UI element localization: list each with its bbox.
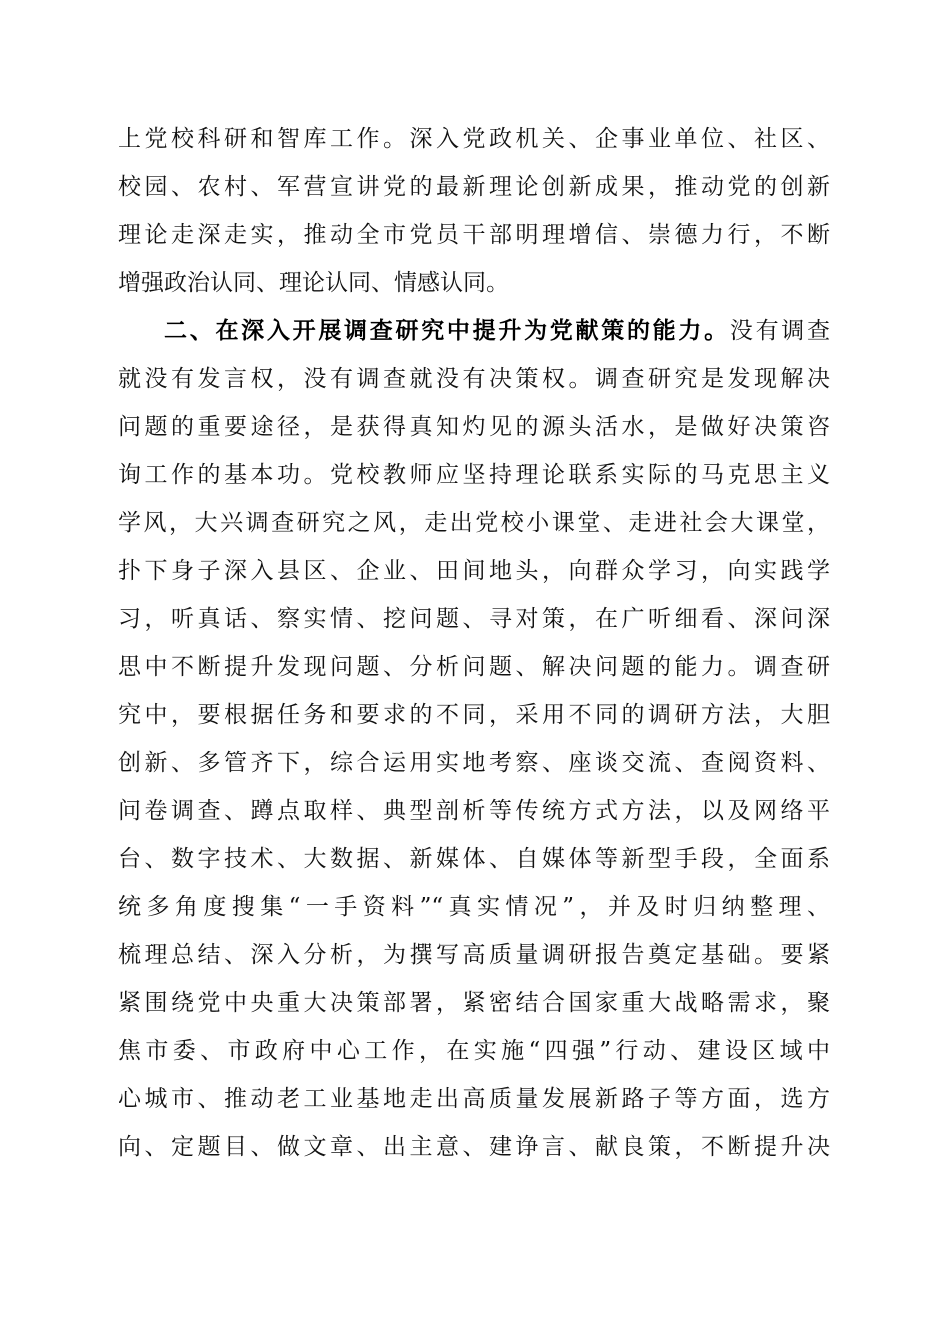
text-line: 创新、多管齐下，综合运用实地考察、座谈交流、查阅资料、 [118,750,830,776]
text-line: 思中不断提升发现问题、分析问题、解决问题的能力。调查研 [118,654,830,680]
section-two-lead-text: 没有调查 [729,318,830,344]
text-line: 扑下身子深入县区、企业、田间地头，向群众学习，向实践学 [118,558,830,584]
text-line: 理论走深走实，推动全市党员干部明理增信、崇德力行，不断 [118,222,830,248]
text-line: 学风，大兴调查研究之风，走出党校小课堂、走进社会大课堂， [118,510,830,536]
body-text [118,115,830,1171]
text-line: 问卷调查、蹲点取样、典型剖析等传统方式方法，以及网络平 [118,798,830,824]
text-line: 增强政治认同、理论认同、情感认同。 [118,270,509,296]
text-line: 询工作的基本功。党校教师应坚持理论联系实际的马克思主义 [118,462,830,488]
text-line: 习，听真话、察实情、挖问题、寻对策，在广听细看、深问深 [118,606,830,632]
section-two-first-line [118,307,830,355]
text-line: 梳理总结、深入分析，为撰写高质量调研报告奠定基础。要紧 [118,942,830,968]
text-line: 上党校科研和智库工作。深入党政机关、企事业单位、社区、 [118,126,830,152]
section-two-heading: 二、在深入开展调查研究中提升为党献策的能力。 [164,318,730,344]
text-line: 紧围绕党中央重大决策部署，紧密结合国家重大战略需求，聚 [118,990,830,1016]
text-line: 就没有发言权，没有调查就没有决策权。调查研究是发现解决 [118,366,830,392]
text-line: 向、定题目、做文章、出主意、建诤言、献良策，不断提升决 [118,1134,830,1160]
text-line: 究中，要根据任务和要求的不同，采用不同的调研方法，大胆 [118,702,830,728]
text-line: 心城市、推动老工业基地走出高质量发展新路子等方面，选方 [118,1086,830,1112]
text-line: 焦市委、市政府中心工作，在实施“四强”行动、建设区域中 [118,1038,830,1064]
text-line: 统多角度搜集“一手资料”“真实情况”，并及时归纳整理、 [118,894,830,920]
text-line: 问题的重要途径，是获得真知灼见的源头活水，是做好决策咨 [118,414,830,440]
text-line: 校园、农村、军营宣讲党的最新理论创新成果，推动党的创新 [118,174,830,200]
text-line: 台、数字技术、大数据、新媒体、自媒体等新型手段，全面系 [118,846,830,872]
